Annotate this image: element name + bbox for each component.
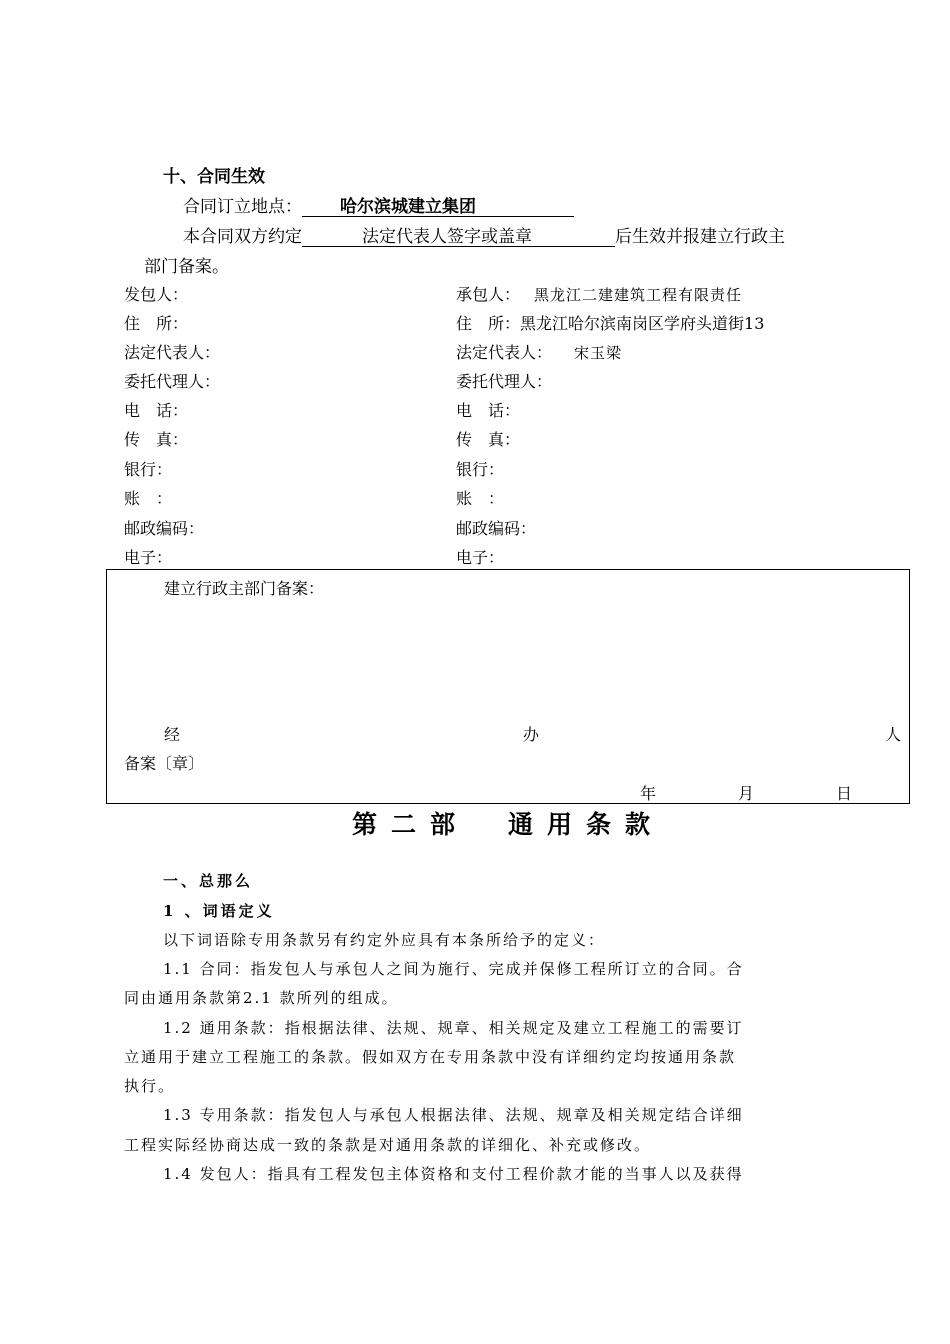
employer-account-label: 账 ： <box>124 489 173 508</box>
contractor-legal-rep-row <box>456 340 622 363</box>
contractor-label: 承包人： <box>456 285 521 304</box>
date-year-label: 年 <box>640 784 657 803</box>
filing-stamp-label: 备案〔章〕 <box>124 754 205 773</box>
contractor-account-label: 账 ： <box>456 489 505 508</box>
agreement-suffix: 后生效并报建立行政主 <box>615 227 785 247</box>
employer-legal-rep-label: 法定代表人： <box>124 343 221 362</box>
employer-phone-label: 电 话： <box>124 401 189 420</box>
employer-label: 发包人： <box>124 285 189 304</box>
clause-1-1-line-2: 同由通用条款第2.1 款所列的组成。 <box>124 989 399 1007</box>
handler-char-jing: 经 <box>164 725 181 744</box>
employer-address-label: 住 所： <box>124 314 189 333</box>
contractor-fax-label: 传 真： <box>456 430 521 449</box>
agreement-condition-value: 法定代表人签字或盖章 <box>302 229 615 247</box>
contractor-row <box>456 282 742 305</box>
section-general-heading: 一、总那么 <box>163 872 254 890</box>
contract-place-value: 哈尔滨城建立集团 <box>302 199 574 217</box>
contractor-legal-rep-value: 宋玉梁 <box>574 344 623 362</box>
contractor-value: 黑龙江二建建筑工程有限责任 <box>534 286 743 304</box>
clause-1-1-line-1: 1.1 合同：指发包人与承包人之间为施行、完成并保修工程所订立的合同。合 <box>163 960 744 978</box>
contract-agreement-line <box>183 222 785 247</box>
contractor-email-label: 电子： <box>456 548 505 567</box>
clause-1-2-line-1: 1.2 通用条款：指根据法律、法规、规章、相关规定及建立工程施工的需要订 <box>163 1019 744 1037</box>
clause-1-2-line-3: 执行。 <box>124 1077 176 1095</box>
date-day-label: 日 <box>836 784 853 803</box>
filing-record-box <box>106 569 910 804</box>
handler-char-ren: 人 <box>885 725 902 744</box>
handler-char-ban: 办 <box>523 725 540 744</box>
employer-email-label: 电子： <box>124 548 173 567</box>
contractor-legal-rep-label: 法定代表人： <box>456 343 553 362</box>
clause-1-4-line-1: 1.4 发包人：指具有工程发包主体资格和支付工程价款才能的当事人以及获得 <box>163 1165 744 1183</box>
clause-1-3-line-1: 1.3 专用条款：指发包人与承包人根据法律、法规、规章及相关规定结合详细 <box>163 1106 744 1124</box>
definitions-heading: 1 、词语定义 <box>163 902 275 920</box>
contractor-address-label: 住 所： <box>456 314 521 333</box>
contractor-postcode-label: 邮政编码： <box>456 519 537 538</box>
part-two-title: 第二部 通用条款 <box>351 810 664 839</box>
contract-place-line <box>183 192 574 217</box>
contractor-address-row <box>456 311 764 334</box>
contractor-agent-label: 委托代理人： <box>456 372 553 391</box>
employer-postcode-label: 邮政编码： <box>124 519 205 538</box>
clause-1-3-line-2: 工程实际经协商达成一致的条款是对通用条款的详细化、补充或修改。 <box>124 1136 652 1154</box>
employer-bank-label: 银行： <box>124 460 173 479</box>
employer-fax-label: 传 真： <box>124 430 189 449</box>
agreement-prefix: 本合同双方约定 <box>183 227 302 247</box>
section-heading-contract-effective: 十、合同生效 <box>163 167 265 187</box>
definitions-intro: 以下词语除专用条款另有约定外应具有本条所给予的定义： <box>163 931 606 949</box>
employer-agent-label: 委托代理人： <box>124 372 221 391</box>
contractor-address-value: 黑龙江哈尔滨南岗区学府头道街13 <box>520 314 765 333</box>
date-month-label: 月 <box>738 784 755 803</box>
contractor-bank-label: 银行： <box>456 460 505 479</box>
agreement-line-2: 部门备案。 <box>144 257 229 277</box>
clause-1-2-line-2: 立通用于建立工程施工的条款。假如双方在专用条款中没有详细约定均按通用条款 <box>124 1048 737 1066</box>
contractor-phone-label: 电 话： <box>456 401 521 420</box>
contract-place-label: 合同订立地点： <box>183 197 302 217</box>
filing-box-title: 建立行政主部门备案： <box>164 579 325 598</box>
